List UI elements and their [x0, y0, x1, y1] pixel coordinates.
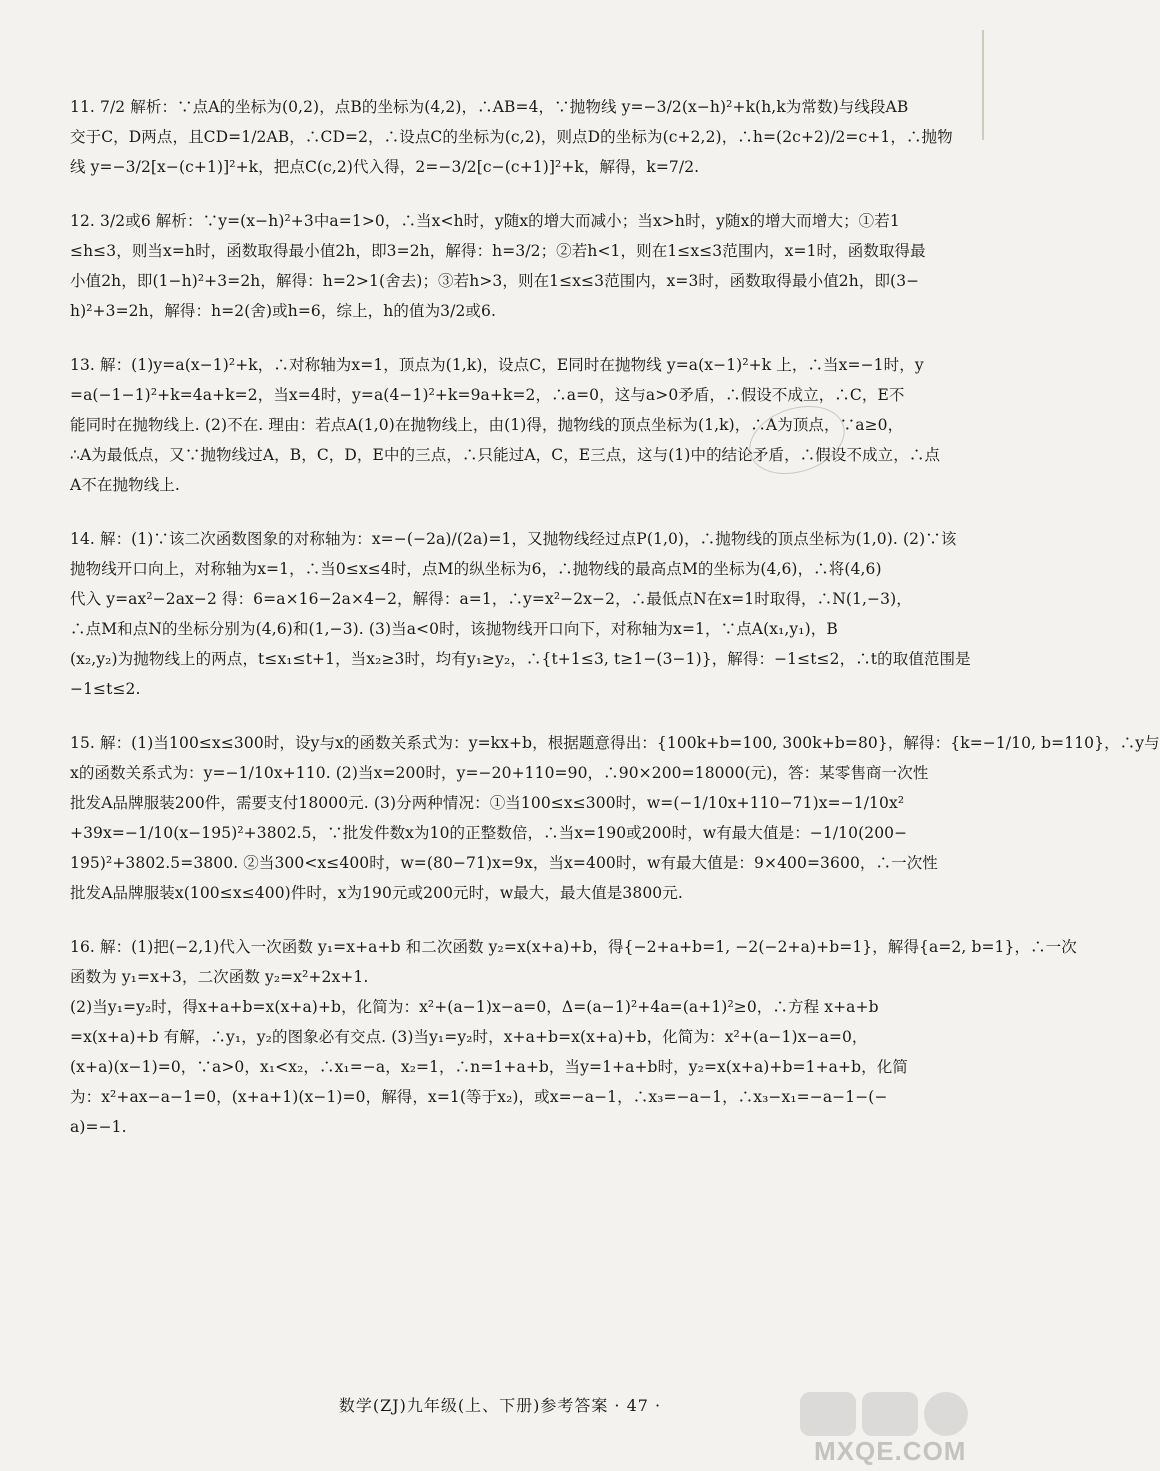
problem-line: 小值2h，即(1−h)²+3=2h，解得：h=2>1(舍去)；③若h>3，则在1≤x≤3范围内，x=3时，函数取得最小值2h，即(3− — [70, 272, 920, 290]
problem-16 — [70, 932, 1077, 1142]
problem-line: 函数为 y₁=x+3，二次函数 y₂=x²+2x+1. — [70, 968, 369, 986]
problem-line: 为：x²+ax−a−1=0，(x+a+1)(x−1)=0，解得，x=1(等于x₂)，或x=−a−1，∴x₃=−a−1，∴x₃−x₁=−a−1−(− — [70, 1088, 888, 1106]
problem-line: a)=−1. — [70, 1118, 127, 1136]
problem-line: 线 y=−3/2[x−(c+1)]²+k，把点C(c,2)代入得，2=−3/2[c−(c+1)]²+k，解得，k=7/2. — [70, 158, 700, 176]
page-footer: 数学(ZJ)九年级(上、下册)参考答案 · 47 · — [338, 1396, 662, 1415]
problem-line: 代入 y=ax²−2ax−2 得：6=a×16−2a×4−2，解得：a=1，∴y=x²−2x−2，∴最低点N在x=1时取得，∴N(1,−3)， — [70, 590, 912, 608]
problem-line: −1≤t≤2. — [70, 680, 141, 698]
problem-line: 14. 解：(1)∵该二次函数图象的对称轴为：x=−(−2a)/(2a)=1，又抛物线经过点P(1,0)，∴抛物线的顶点坐标为(1,0). (2)∵该 — [70, 530, 957, 548]
problem-line: 12. 3/2或6 解析：∵y=(x−h)²+3中a=1>0，∴当x<h时，y随x的增大而减小；当x>h时，y随x的增大而增大；①若1 — [70, 212, 900, 230]
problem-11 — [70, 92, 970, 182]
page-edge-line — [982, 30, 984, 140]
problem-line: =a(−1−1)²+k=4a+k=2，当x=4时，y=a(4−1)²+k=9a+k=2，∴a=0，这与a>0矛盾，∴假设不成立，∴C，E不 — [70, 386, 905, 404]
problem-line: ≤h≤3，则当x=h时，函数取得最小值2h，即3=2h，解得：h=3/2；②若h<1，则在1≤x≤3范围内，x=1时，函数取得最 — [70, 242, 926, 260]
problem-line: 交于C，D两点，且CD=1/2AB，∴CD=2，∴设点C的坐标为(c,2)，则点D的坐标为(c+2,2)，∴h=(2c+2)/2=c+1，∴抛物 — [70, 128, 953, 146]
problem-14 — [70, 524, 970, 704]
problem-line: +39x=−1/10(x−195)²+3802.5，∵批发件数x为10的正整数倍，∴当x=190或200时，w有最大值是：−1/10(200− — [70, 824, 908, 842]
problem-line: 11. 7/2 解析：∵点A的坐标为(0,2)，点B的坐标为(4,2)，∴AB=4，∵抛物线 y=−3/2(x−h)²+k(h,k为常数)与线段AB — [70, 98, 909, 116]
problem-line: 15. 解：(1)当100≤x≤300时，设y与x的函数关系式为：y=kx+b，根据题意得出：{100k+b=100, 300k+b=80}，解得：{k=−1/10, b=110}，∴y与 — [70, 734, 1160, 752]
problem-line: (x+a)(x−1)=0，∵a>0，x₁<x₂，∴x₁=−a，x₂=1，∴n=1+a+b，当y=1+a+b时，y₂=x(x+a)+b=1+a+b，化简 — [70, 1058, 908, 1076]
problem-15 — [70, 728, 1160, 908]
problem-line: 批发A品牌服装200件，需要支付18000元. (3)分两种情况：①当100≤x≤300时，w=(−1/10x+110−71)x=−1/10x² — [70, 794, 905, 812]
problem-line: 13. 解：(1)y=a(x−1)²+k，∴对称轴为x=1，顶点为(1,k)，设点C，E同时在抛物线 y=a(x−1)²+k 上，∴当x=−1时，y — [70, 356, 924, 374]
problem-line: 能同时在抛物线上. (2)不在. 理由：若点A(1,0)在抛物线上，由(1)得，抛物线的顶点坐标为(1,k)，∴A为顶点，∵a≥0， — [70, 416, 904, 434]
logo-text: MXQE.COM — [814, 1436, 967, 1466]
problem-line: 抛物线开口向上，对称轴为x=1，∴当0≤x≤4时，点M的纵坐标为6，∴抛物线的最高点M的坐标为(4,6)，∴将(4,6) — [70, 560, 882, 578]
problem-line: =x(x+a)+b 有解，∴y₁，y₂的图象必有交点. (3)当y₁=y₂时，x+a+b=x(x+a)+b，化简为：x²+(a−1)x−a=0， — [70, 1028, 868, 1046]
problem-line: 195)²+3802.5=3800. ②当300<x≤400时，w=(80−71)x=9x，当x=400时，w有最大值是：9×400=3600，∴一次性 — [70, 854, 938, 872]
problem-line: ∴点M和点N的坐标分别为(4,6)和(1,−3). (3)当a<0时，该抛物线开口向下，对称轴为x=1，∵点A(x₁,y₁)，B — [70, 620, 838, 638]
problem-line: x的函数关系式为：y=−1/10x+110. (2)当x=200时，y=−20+110=90，∴90×200=18000(元)，答：某零售商一次性 — [70, 764, 929, 782]
problem-line: 批发A品牌服装x(100≤x≤400)件时，x为190元或200元时，w最大，最大值是3800元. — [70, 884, 683, 902]
problem-line: ∴A为最低点，又∵抛物线过A，B，C，D，E中的三点，∴只能过A，C，E三点，这与(1)中的结论矛盾，∴假设不成立，∴点 — [70, 446, 941, 464]
problem-line: (x₂,y₂)为抛物线上的两点，t≤x₁≤t+1，当x₂≥3时，均有y₁≥y₂，∴{t+1≤3, t≥1−(3−1)}，解得：−1≤t≤2，∴t的取值范围是 — [70, 650, 971, 668]
problem-line: h)²+3=2h，解得：h=2(舍)或h=6，综上，h的值为3/2或6. — [70, 302, 496, 320]
problem-line: (2)当y₁=y₂时，得x+a+b=x(x+a)+b，化简为：x²+(a−1)x−a=0，Δ=(a−1)²+4a=(a+1)²≥0，∴方程 x+a+b — [70, 998, 879, 1016]
problem-12 — [70, 206, 970, 326]
problem-line: 16. 解：(1)把(−2,1)代入一次函数 y₁=x+a+b 和二次函数 y₂=x(x+a)+b，得{−2+a+b=1, −2(−2+a)+b=1}，解得{a=2, b=1}，∴一次 — [70, 938, 1077, 956]
problem-line: A不在抛物线上. — [70, 476, 180, 494]
solutions-content — [70, 92, 1160, 1166]
